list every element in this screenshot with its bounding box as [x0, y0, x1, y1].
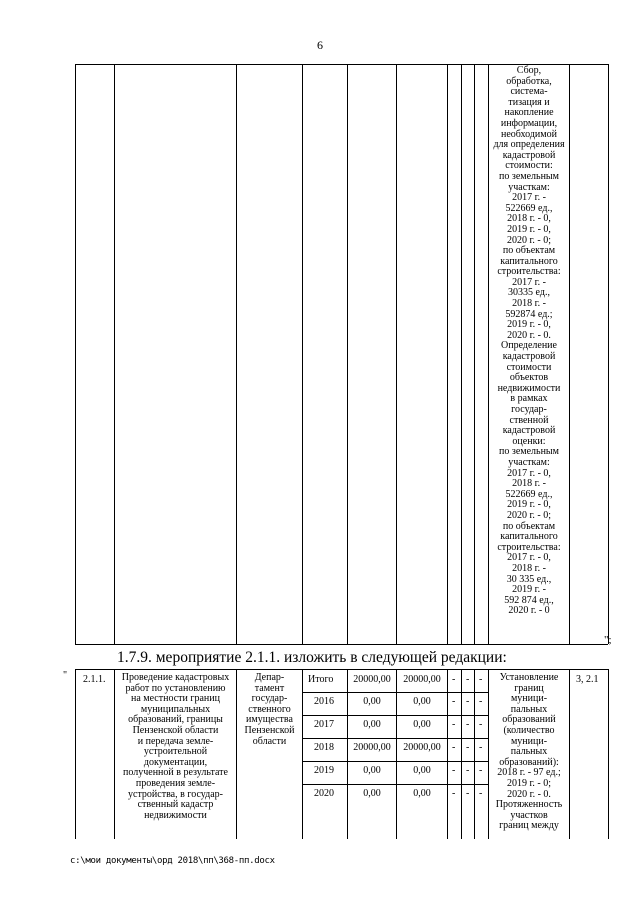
dash-cell: -	[466, 788, 470, 799]
dash-cell: -	[479, 765, 483, 776]
period-cell: 2017	[314, 719, 334, 730]
dash-cell: -	[452, 788, 456, 799]
dash-cell: -	[466, 696, 470, 707]
row-border	[302, 738, 488, 739]
col-border	[236, 64, 237, 644]
col-border	[75, 64, 76, 644]
row-border	[302, 715, 488, 716]
regional-cell: 0,00	[413, 788, 431, 799]
dash-cell: -	[452, 674, 456, 685]
closing-quote: ";	[604, 634, 612, 646]
opening-quote: "	[63, 670, 68, 681]
dash-cell: -	[452, 765, 456, 776]
col-border	[302, 669, 303, 839]
row-border	[302, 761, 488, 762]
total-cell: 20000,00	[353, 742, 391, 753]
total-cell: 0,00	[363, 719, 381, 730]
dash-cell: -	[479, 742, 483, 753]
activity-number: 2.1.1.	[83, 674, 106, 685]
col-border	[347, 64, 348, 644]
col-border	[569, 64, 570, 644]
row-border	[302, 692, 488, 693]
col-border	[302, 64, 303, 644]
dash-cell: -	[466, 742, 470, 753]
regional-cell: 20000,00	[403, 674, 441, 685]
col-border	[608, 64, 609, 644]
period-cell: 2019	[314, 765, 334, 776]
dash-cell: -	[452, 719, 456, 730]
col-border	[396, 64, 397, 644]
period-cell: 2018	[314, 742, 334, 753]
file-path-footer: c:\мои документы\орд 2018\пп\368-пп.docx	[70, 856, 275, 866]
dash-cell: -	[479, 719, 483, 730]
col-border	[114, 64, 115, 644]
regional-cell: 20000,00	[403, 742, 441, 753]
dash-cell: -	[479, 674, 483, 685]
regional-cell: 0,00	[413, 765, 431, 776]
col-border	[608, 669, 609, 839]
page-number: 6	[317, 38, 323, 52]
col-border	[396, 669, 397, 839]
table-top-border	[75, 669, 608, 670]
dash-cell: -	[479, 788, 483, 799]
col-border	[447, 669, 448, 839]
dash-cell: -	[479, 696, 483, 707]
dash-cell: -	[452, 696, 456, 707]
col-border	[474, 669, 475, 839]
dash-cell: -	[466, 765, 470, 776]
executor: Депар- тамент государ- ственного имущества Пензенской области	[244, 672, 295, 747]
col-border	[474, 64, 475, 644]
col-border	[347, 669, 348, 839]
col-border	[447, 64, 448, 644]
total-cell: 20000,00	[353, 674, 391, 685]
dash-cell: -	[452, 742, 456, 753]
regional-cell: 0,00	[413, 719, 431, 730]
col-border	[75, 669, 76, 839]
expected-result-text: Сбор, обработка, система- тизация и накопление информации, необходимой для определения кадастровой стоимости: по земельным участкам: 2017 г. - 522669 ед., 2018 г. - 0, 2019 г. - 0, 2020 г. - 0; по объектам капитального строительства: 2017 г. - 30335 ед., 2018 г. - 592874 ед.; 2019 г. - 0, 2020 г. - 0. Определение кадастровой стоимости объектов недвижимости в рамках государ- ственной кадастровой оценки: по земельным участкам: 2017 г. - 0, 2018 г. - 522669 ед., 2019 г. - 0, 2020 г. - 0; по объектам капитального строительства: 2017 г. - 0, 2018 г. - 30 335 ед., 2019 г. - 592 874 ед., 2020 г. - 0	[493, 65, 565, 617]
activity-name: Проведение кадастровых работ по установлению на местности границ муниципальных образований, границы Пензенской области и передача земле- устроительной документации, полученной в результате проведения земле- устройства, в государ- ственный кадастр недвижимости	[121, 672, 230, 821]
col-border	[461, 669, 462, 839]
col-border	[488, 64, 489, 644]
table-bottom-border	[75, 644, 608, 645]
expected-result-text: Установление границ муници- пальных образований (количество муници- пальных образований): 2018 г. - 97 ед.; 2019 г. - 0; 2020 г. - 0. Протяженность участков границ между	[495, 672, 563, 832]
total-cell: 0,00	[363, 765, 381, 776]
row-border	[302, 784, 488, 785]
col-border	[569, 669, 570, 839]
period-cell: 2016	[314, 696, 334, 707]
period-cell: Итого	[308, 674, 334, 685]
dash-cell: -	[466, 674, 470, 685]
total-cell: 0,00	[363, 696, 381, 707]
total-cell: 0,00	[363, 788, 381, 799]
amendment-heading: 1.7.9. мероприятие 2.1.1. изложить в следующей редакции:	[117, 649, 507, 666]
indicator-ref: 3, 2.1	[576, 674, 599, 685]
col-border	[461, 64, 462, 644]
dash-cell: -	[466, 719, 470, 730]
period-cell: 2020	[314, 788, 334, 799]
regional-cell: 0,00	[413, 696, 431, 707]
